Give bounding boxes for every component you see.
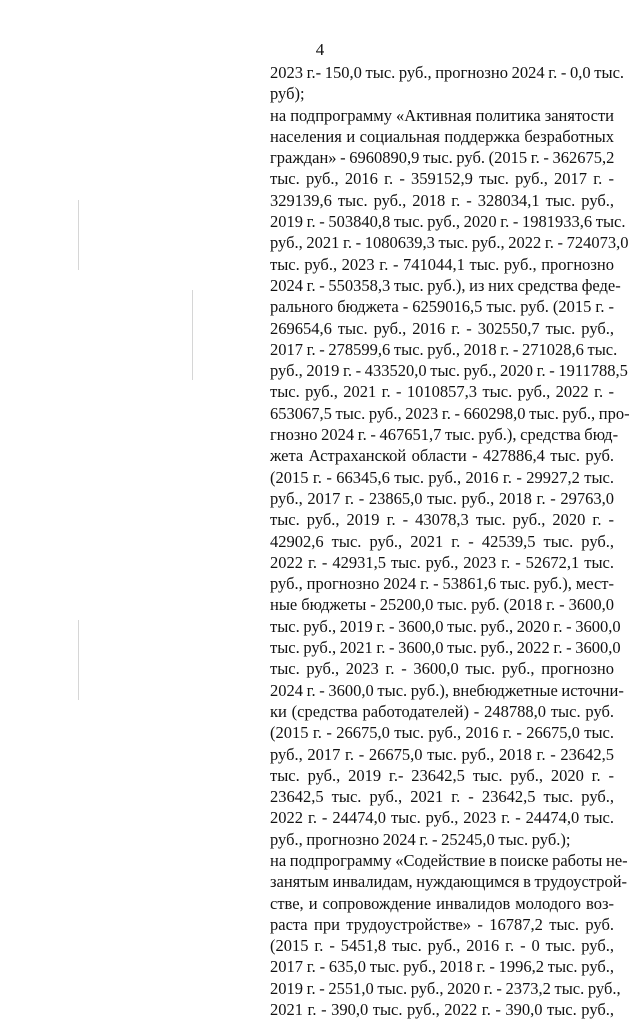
text-line: 2021 г. - 390,0 тыс. руб., 2022 г. - 390,0 тыс. руб., — [270, 1000, 614, 1020]
text-line: руб., 2017 г. - 26675,0 тыс. руб., 2018 г. - 23642,5 — [270, 744, 614, 764]
scan-artifact — [78, 620, 79, 700]
text-line: тыс. руб., 2019 г. - 3600,0 тыс. руб., 2020 г. - 3600,0 — [270, 616, 621, 636]
text-line: на подпрограмму «Содействие в поиске работы не- — [270, 850, 628, 870]
text-line: 2022 г. - 24474,0 тыс. руб., 2023 г. - 24474,0 тыс. — [270, 808, 614, 828]
text-line: тыс. руб., 2023 г. - 3600,0 тыс. руб., прогнозно — [270, 659, 614, 679]
text-line: жета Астраханской области - 427886,4 тыс. руб. — [270, 446, 614, 466]
text-line: руб., 2021 г. - 1080639,3 тыс. руб., 2022 г. - 724073,0 — [270, 233, 629, 253]
text-line: 2019 г. - 503840,8 тыс. руб., 2020 г. - 1981933,6 тыс. — [270, 212, 626, 232]
scan-artifact — [78, 200, 79, 270]
text-line: 2024 г. - 3600,0 тыс. руб.), внебюджетные источни- — [270, 680, 624, 700]
text-line: 2023 г.- 150,0 тыс. руб., прогнозно 2024 г. - 0,0 тыс. — [270, 63, 625, 82]
text-line: ки (средства работодателей) - 248788,0 тыс. руб. — [270, 701, 614, 721]
text-line: ные бюджеты - 25200,0 тыс. руб. (2018 г. - 3600,0 — [270, 595, 614, 615]
text-line: тыс. руб., 2021 г. - 3600,0 тыс. руб., 2022 г. - 3600,0 — [270, 638, 621, 658]
text-line: руб., 2017 г. - 23865,0 тыс. руб., 2018 г. - 29763,0 — [270, 488, 614, 508]
scan-artifact — [192, 290, 193, 380]
text-line: 2019 г. - 2551,0 тыс. руб., 2020 г. - 2373,2 тыс. руб., — [270, 978, 621, 998]
text-line: тыс. руб., 2023 г. - 741044,1 тыс. руб., прогнозно — [270, 254, 614, 274]
text-line: граждан» - 6960890,9 тыс. руб. (2015 г. - 362675,2 — [270, 148, 615, 168]
text-line: 329139,6 тыс. руб., 2018 г. - 328034,1 тыс. руб., — [270, 190, 614, 210]
text-line: населения и социальная поддержка безработных — [270, 126, 614, 146]
text-line: 269654,6 тыс. руб., 2016 г. - 302550,7 тыс. руб., — [270, 318, 614, 338]
text-line: 653067,5 тыс. руб., 2023 г. - 660298,0 тыс. руб., про- — [270, 403, 630, 423]
text-line: (2015 г. - 5451,8 тыс. руб., 2016 г. - 0 тыс. руб., — [270, 936, 614, 956]
text-line: тыс. руб., 2019 г. - 43078,3 тыс. руб., 2020 г. - — [270, 510, 614, 530]
text-line: 42902,6 тыс. руб., 2021 г. - 42539,5 тыс. руб., — [270, 531, 614, 551]
text-line: руб., прогнозно 2024 г. - 25245,0 тыс. руб.); — [270, 829, 571, 849]
text-line: 2017 г. - 635,0 тыс. руб., 2018 г. - 1996,2 тыс. руб., — [270, 957, 614, 977]
text-line: руб); — [270, 84, 305, 104]
text-line: стве, и сопровождение инвалидов молодого воз- — [270, 893, 614, 913]
text-line: занятым инвалидам, нуждающимся в трудоустрой- — [270, 872, 628, 892]
text-line: тыс. руб., 2019 г.- 23642,5 тыс. руб., 2020 г. - — [270, 765, 614, 785]
text-line: 23642,5 тыс. руб., 2021 г. - 23642,5 тыс. руб., — [270, 787, 614, 807]
body-text — [270, 62, 630, 1020]
text-line: тыс. руб., 2016 г. - 359152,9 тыс. руб., 2017 г. - — [270, 169, 614, 189]
text-line: на подпрограмму «Активная политика занятости — [270, 105, 614, 125]
text-line: тыс. руб., 2021 г. - 1010857,3 тыс. руб., 2022 г. - — [270, 382, 614, 402]
text-line: руб., 2019 г. - 433520,0 тыс. руб., 2020 г. - 1911788,5 — [270, 361, 628, 381]
text-line: рального бюджета - 6259016,5 тыс. руб. (2015 г. - — [270, 297, 614, 317]
text-line: (2015 г. - 66345,6 тыс. руб., 2016 г. - 29927,2 тыс. — [270, 467, 614, 487]
text-line: 2024 г. - 550358,3 тыс. руб.), из них средства феде- — [270, 275, 621, 295]
text-line: 2017 г. - 278599,6 тыс. руб., 2018 г. - 271028,6 тыс. — [270, 339, 618, 359]
text-line: гнозно 2024 г. - 467651,7 тыс. руб.), средства бюд- — [270, 425, 619, 445]
page-number: 4 — [315, 40, 325, 59]
text-line: 2022 г. - 42931,5 тыс. руб., 2023 г. - 52672,1 тыс. — [270, 552, 614, 572]
text-line: (2015 г. - 26675,0 тыс. руб., 2016 г. - 26675,0 тыс. — [270, 723, 614, 743]
text-line: руб., прогнозно 2024 г. - 53861,6 тыс. руб.), мест- — [270, 574, 614, 594]
text-line: раста при трудоустройстве» - 16787,2 тыс. руб. — [270, 914, 614, 934]
